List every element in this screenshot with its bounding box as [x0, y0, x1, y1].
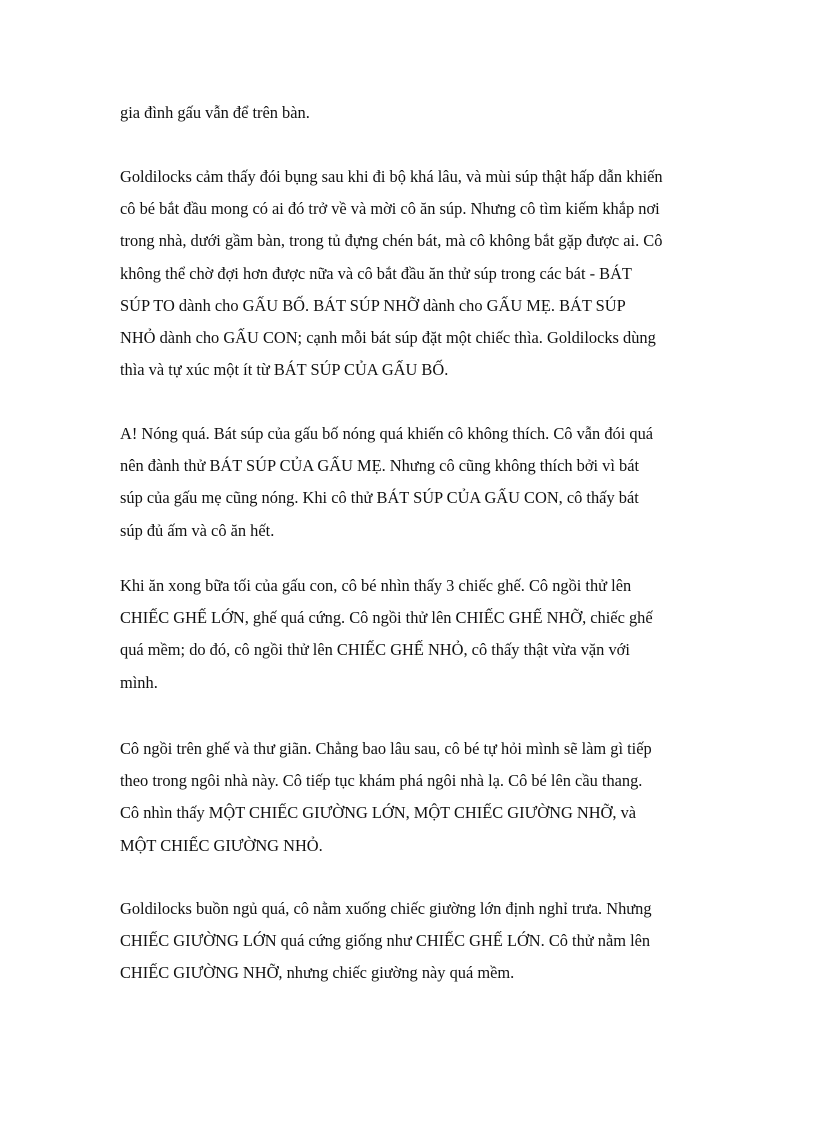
- text-line: cô bé bắt đầu mong có ai đó trở về và mời cô ăn súp. Nhưng cô tìm kiếm khắp nơi: [120, 199, 660, 219]
- text-line: súp của gấu mẹ cũng nóng. Khi cô thử BÁT SÚP CỦA GẤU CON, cô thấy bát: [120, 488, 639, 508]
- text-line: NHỎ dành cho GẤU CON; cạnh mỗi bát súp đặt một chiếc thìa. Goldilocks dùng: [120, 328, 656, 348]
- paragraph-soup-tasting: [120, 161, 710, 386]
- text-line: nên đành thử BÁT SÚP CỦA GẤU MẸ. Nhưng cô cũng không thích bởi vì bát: [120, 456, 640, 476]
- text-line: MỘT CHIẾC GIƯỜNG NHỎ.: [120, 835, 323, 855]
- paragraph-chairs: [120, 570, 710, 699]
- text-line: súp đủ ấm và cô ăn hết.: [120, 520, 275, 540]
- text-line: CHIẾC GHẾ LỚN, ghế quá cứng. Cô ngồi thử lên CHIẾC GHẾ NHỠ, chiếc ghế: [120, 608, 653, 628]
- paragraph-upstairs-beds: [120, 733, 710, 862]
- text-line: A! Nóng quá. Bát súp của gấu bố nóng quá khiến cô không thích. Cô vẫn đói quá: [120, 424, 654, 443]
- text-line: Goldilocks buồn ngủ quá, cô nằm xuống chiếc giường lớn định nghỉ trưa. Nhưng: [120, 899, 652, 918]
- text-line: Cô ngồi trên ghế và thư giãn. Chẳng bao lâu sau, cô bé tự hỏi mình sẽ làm gì tiếp: [120, 739, 652, 758]
- text-line: theo trong ngôi nhà này. Cô tiếp tục khám phá ngôi nhà lạ. Cô bé lên cầu thang.: [120, 771, 643, 791]
- text-line: Goldilocks cảm thấy đói bụng sau khi đi bộ khá lâu, và mùi súp thật hấp dẫn khiến: [120, 167, 663, 186]
- paragraph-soup-too-hot: [120, 418, 710, 547]
- text-line: gia đình gấu vẫn để trên bàn.: [120, 103, 310, 122]
- text-line: thìa và tự xúc một ít từ BÁT SÚP CỦA GẤU BỐ.: [120, 360, 449, 380]
- text-line: CHIẾC GIƯỜNG LỚN quá cứng giống như CHIẾC GHẾ LỚN. Cô thử nằm lên: [120, 931, 651, 951]
- paragraph-continuation: [120, 97, 710, 129]
- text-line: không thể chờ đợi hơn được nữa và cô bắt đầu ăn thử súp trong các bát - BÁT: [120, 263, 632, 283]
- text-line: SÚP TO dành cho GẤU BỐ. BÁT SÚP NHỠ dành cho GẤU MẸ. BÁT SÚP: [120, 295, 626, 315]
- text-line: Cô nhìn thấy MỘT CHIẾC GIƯỜNG LỚN, MỘT CHIẾC GIƯỜNG NHỠ, và: [120, 803, 637, 823]
- text-line: trong nhà, dưới gầm bàn, trong tủ đựng chén bát, mà cô không bắt gặp được ai. Cô: [120, 231, 663, 251]
- text-line: mình.: [120, 672, 158, 692]
- paragraph-sleepy: [120, 893, 710, 990]
- text-line: quá mềm; do đó, cô ngồi thử lên CHIẾC GHẾ NHỎ, cô thấy thật vừa vặn với: [120, 640, 630, 660]
- text-line: CHIẾC GIƯỜNG NHỠ, nhưng chiếc giường này quá mềm.: [120, 963, 515, 983]
- text-line: Khi ăn xong bữa tối của gấu con, cô bé nhìn thấy 3 chiếc ghế. Cô ngồi thử lên: [120, 576, 632, 595]
